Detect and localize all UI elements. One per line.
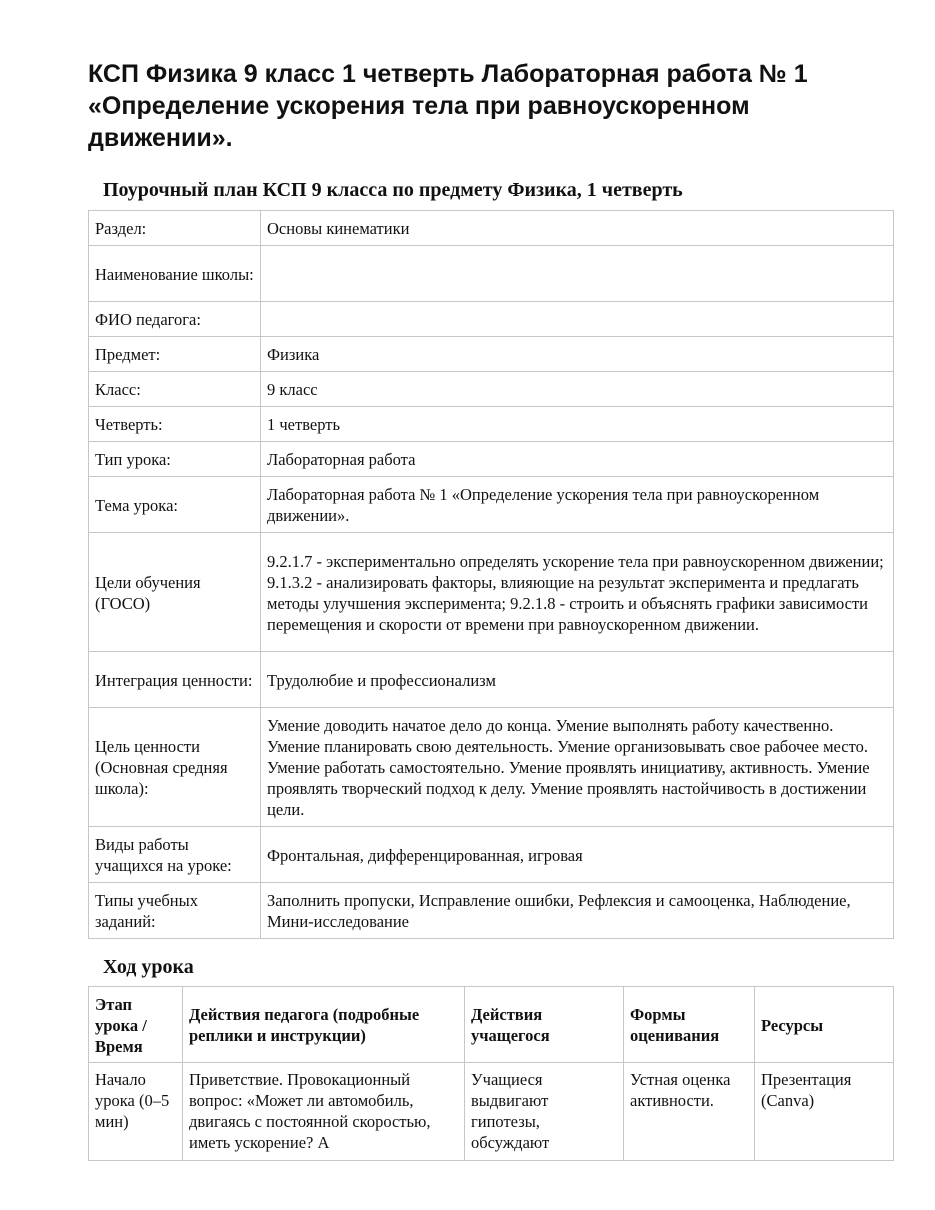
lesson-info-table	[88, 210, 894, 939]
row-value: 9 класс	[261, 372, 894, 407]
cell-student	[465, 1063, 624, 1161]
lesson-course-table	[88, 986, 894, 1161]
cell-assessment	[624, 1063, 755, 1161]
table-row	[89, 407, 894, 442]
table-header-row	[89, 987, 894, 1063]
row-label: Цель ценности (Основная средняя школа):	[89, 708, 261, 827]
cell-resources-text: Презентация (Canva)	[761, 1070, 852, 1110]
table-row	[89, 827, 894, 883]
cell-teacher-text: Приветствие. Провокационный вопрос: «Может ли автомобиль, двигаясь с постоянной скоростью, иметь ускорение? А	[189, 1070, 431, 1152]
table-row	[89, 337, 894, 372]
row-value: Заполнить пропуски, Исправление ошибки, Рефлексия и самооценка, Наблюдение, Мини-исследование	[261, 883, 894, 939]
document-title: КСП Физика 9 класс 1 четверть Лабораторная работа № 1 «Определение ускорения тела при равноускоренном движении».	[88, 60, 808, 152]
table-row	[89, 883, 894, 939]
row-label: Предмет:	[89, 337, 261, 372]
column-header-stage: Этап урока / Время	[89, 987, 183, 1063]
row-label: Раздел:	[89, 211, 261, 246]
table-row	[89, 652, 894, 708]
table-row	[89, 372, 894, 407]
row-label: Тема урока:	[89, 477, 261, 533]
table-row	[89, 302, 894, 337]
column-header-teacher: Действия педагога (подробные реплики и инструкции)	[183, 987, 465, 1063]
plan-heading: Поурочный план КСП 9 класса по предмету Физика, 1 четверть	[103, 179, 683, 201]
column-header-student: Действия учащегося	[465, 987, 624, 1063]
row-value: Трудолюбие и профессионализм	[261, 652, 894, 708]
row-label: Тип урока:	[89, 442, 261, 477]
row-label: Интеграция ценности:	[89, 652, 261, 708]
table-row	[89, 708, 894, 827]
row-value: 1 четверть	[261, 407, 894, 442]
table-row	[89, 211, 894, 246]
cell-stage	[89, 1063, 183, 1161]
row-label: Виды работы учащихся на уроке:	[89, 827, 261, 883]
row-label: Четверть:	[89, 407, 261, 442]
row-value: Физика	[261, 337, 894, 372]
table-row	[89, 1063, 894, 1161]
column-header-assessment: Формы оценивания	[624, 987, 755, 1063]
cell-stage-text: Начало урока (0–5 мин)	[95, 1070, 170, 1131]
row-label: Класс:	[89, 372, 261, 407]
course-heading: Ход урока	[103, 956, 194, 978]
row-label: Наименование школы:	[89, 246, 261, 302]
table-row	[89, 246, 894, 302]
cell-student-text: Учащиеся выдвигают гипотезы, обсуждают	[471, 1070, 550, 1152]
row-label: Цели обучения (ГОСО)	[89, 533, 261, 652]
row-value: 9.2.1.7 - экспериментально определять ускорение тела при равноускоренном движении; 9.1.3.2 - анализировать факторы, влияющие на результат эксперимента и предлагать методы улучшения эксперимента; 9.2.1.8 - строить и объяснять графики зависимости перемещения и скорости от времени при равноускоренном движении.	[261, 533, 894, 652]
cell-teacher	[183, 1063, 465, 1161]
row-value	[261, 246, 894, 302]
cell-resources	[755, 1063, 894, 1161]
row-value: Лабораторная работа № 1 «Определение ускорения тела при равноускоренном движении».	[261, 477, 894, 533]
cell-assessment-text: Устная оценка активности.	[630, 1070, 731, 1110]
table-row	[89, 477, 894, 533]
row-value: Фронтальная, дифференцированная, игровая	[261, 827, 894, 883]
table-row	[89, 442, 894, 477]
table-row	[89, 533, 894, 652]
row-value: Лабораторная работа	[261, 442, 894, 477]
row-value	[261, 302, 894, 337]
row-label: ФИО педагога:	[89, 302, 261, 337]
row-value: Основы кинематики	[261, 211, 894, 246]
row-value: Умение доводить начатое дело до конца. Умение выполнять работу качественно. Умение планировать свою деятельность. Умение организовывать свое рабочее место. Умение работать самостоятельно. Умение проявлять инициативу, активность. Умение проявлять творческий подход к делу. Умение проявлять настойчивость в достижении цели.	[261, 708, 894, 827]
column-header-resources: Ресурсы	[755, 987, 894, 1063]
row-label: Типы учебных заданий:	[89, 883, 261, 939]
